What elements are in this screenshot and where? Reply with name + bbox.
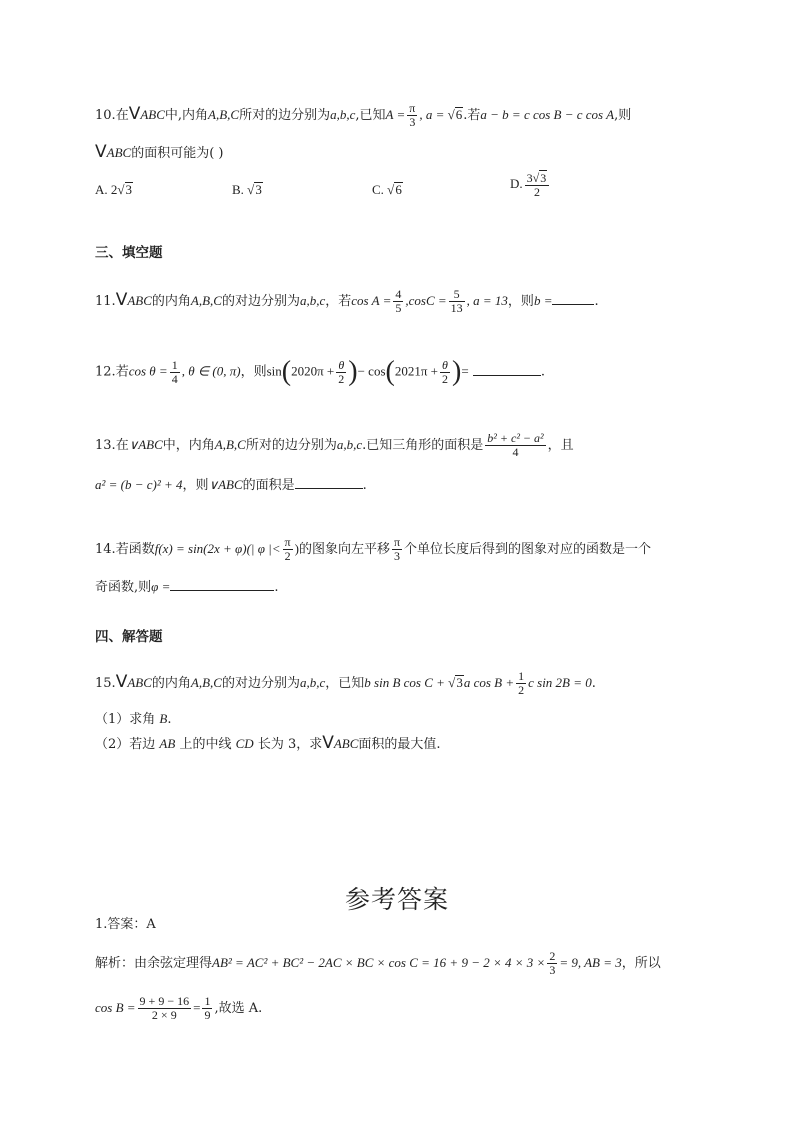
q15-part1: （1）求角 B.	[95, 711, 172, 727]
option-b[interactable]: B. √3	[232, 182, 262, 197]
q14-line1: 14.若函数f(x) = sin(2x + φ)(| φ |< $\frac{\pi}{2}$ )的图象向左平移 $\frac{\pi}{3}$ 个单位长度后得到的图象对应的函数是一个	[95, 535, 652, 563]
answer-1-line2: cos B = $\frac{9 + 9 - 16}{2 \times 9}$ = $\frac{1}{9}$ ,故选 A.	[95, 994, 263, 1022]
q12-line: 12.若cos θ = $\frac{1}{4}$ , θ ∈ (0, π)，则sin(2020π + $\frac{\theta}{2}$ )− cos(2021π + $\frac{\theta}{2}$ )= .	[95, 356, 545, 387]
fraction: $\frac{\pi}{3}$	[409, 101, 416, 129]
q15-part2: （2）若边 AB 上的中线 CD 长为 3，求VABC面积的最大值.	[95, 733, 441, 753]
q13-line2: a² = (b − c)² + 4，则∨ABC的面积是 .	[95, 474, 367, 496]
answer-blank[interactable]	[295, 474, 363, 489]
answer-1-label: 1.答案：A	[95, 917, 156, 932]
option-c[interactable]: C. √6	[372, 182, 402, 197]
triangle-symbol: V	[128, 104, 141, 124]
option-d[interactable]: D. $\frac{3√3}{2}$	[510, 170, 551, 199]
q11-line: 11.VABC的内角A,B,C的对边分别为a,b,c，若cos A = $\frac{4}{5}$ ,cosC = $\frac{5}{13}$ , a = 13，则b = .	[95, 287, 599, 315]
q10-line2: VABC的面积可能为( )	[95, 142, 224, 162]
q14-line2: 奇函数,则φ = .	[95, 576, 279, 598]
q10-line1: 10.在VABC中,内角A,B,C所对的边分别为a,b,c,已知A = $\frac{\pi}{3}$ , a = √6.若a − b = c cos B − c cos A,则	[95, 101, 632, 129]
section-heading-fill-blank: 三、填空题	[95, 245, 163, 261]
section-heading-solutions: 四、解答题	[95, 629, 163, 645]
answer-1-line1: 解析：由余弦定理得AB² = AC² + BC² − 2AC × BC × cos C = 16 + 9 − 2 × 4 × 3 × $\frac{2}{3}$ = 9, AB = 3，所以	[95, 949, 661, 977]
answer-blank[interactable]	[473, 361, 541, 376]
q13-line1: 13.在∨ABC中，内角A,B,C所对的边分别为a,b,c.已知三角形的面积是 $\frac{\text{b² + c² − a²}}{4}$ ，且	[95, 431, 574, 459]
option-a[interactable]: A. 2√3	[95, 182, 133, 197]
answers-title: 参考答案	[344, 885, 449, 914]
answer-blank[interactable]	[552, 290, 594, 305]
q15-line: 15.VABC的内角A,B,C的对边分别为a,b,c，已知b sin B cos C + √3a cos B + $\frac{1}{2}$ c sin 2B = 0.	[95, 669, 596, 697]
answer-blank[interactable]	[170, 576, 274, 591]
